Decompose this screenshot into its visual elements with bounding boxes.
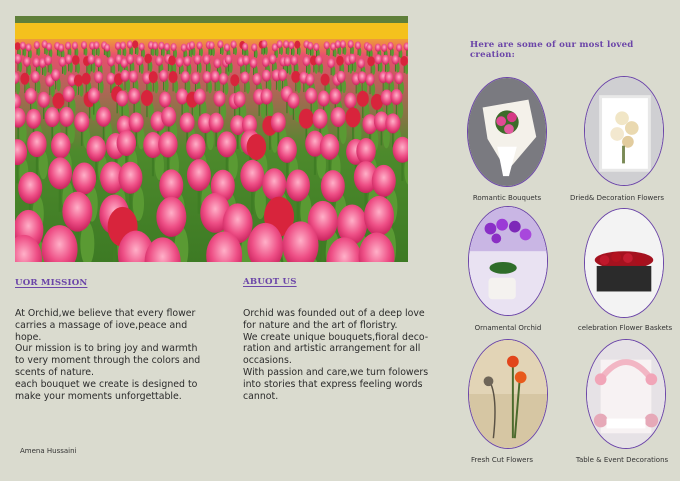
- event-arch-photo-icon: [586, 339, 666, 449]
- mission-line: to very moment through the colors and: [15, 355, 201, 367]
- about-line: into stories that express feeling words: [243, 378, 423, 390]
- mission-line: each bouquet we create is designed to: [15, 378, 198, 390]
- rose-box-photo-icon: [584, 208, 664, 318]
- mission-line: make your moments unforgettable.: [15, 390, 182, 402]
- about-line: With passion and care,we turn folowers: [243, 366, 429, 378]
- mission-line: scents of nature.: [15, 366, 95, 378]
- gallery-caption: Table & Event Decorations: [575, 456, 669, 464]
- mission-heading: UOR MISSION: [15, 278, 88, 288]
- gallery-caption: Romantic Bouquets: [472, 194, 542, 202]
- gallery-heading: Here are some of our most loved creation:: [470, 40, 634, 60]
- author-signature: Amena Hussaini: [20, 447, 77, 455]
- gallery-caption: Ornamental Orchid: [474, 324, 542, 332]
- mission-line: Our mission is to bring joy and warmth: [15, 343, 198, 355]
- about-line: cannot.: [243, 390, 279, 402]
- bouquet-photo-icon: [467, 77, 547, 187]
- gallery-caption: celebration Flower Baskets: [577, 324, 673, 332]
- framed-flowers-photo-icon: [584, 76, 664, 186]
- about-line: We create unique bouquets,fioral deco-: [243, 331, 429, 343]
- gallery-caption: Fresh Cut Flowers: [471, 456, 533, 464]
- orchid-pot-photo-icon: [468, 206, 548, 316]
- about-text: [243, 308, 428, 402]
- about-heading: ABUOT US: [243, 277, 297, 287]
- mission-line: carries a massage of iove,peace and: [15, 319, 188, 331]
- single-stems-photo-icon: [468, 339, 548, 449]
- about-line: for nature and the art of floristry.: [243, 319, 398, 331]
- tulip-field-image: [15, 16, 408, 262]
- about-line: occasions.: [243, 355, 292, 367]
- about-line: ration and artistic arrangement for all: [243, 343, 421, 355]
- tulip-field-illustration: [15, 16, 408, 262]
- mission-line: hope.: [15, 331, 42, 343]
- mission-text: [15, 308, 200, 402]
- about-line: Orchid was founded out of a deep love: [243, 308, 425, 319]
- gallery-caption: Dried& Decoration Flowers: [569, 194, 665, 202]
- mission-line: At Orchid,we believe that every flower: [15, 308, 196, 319]
